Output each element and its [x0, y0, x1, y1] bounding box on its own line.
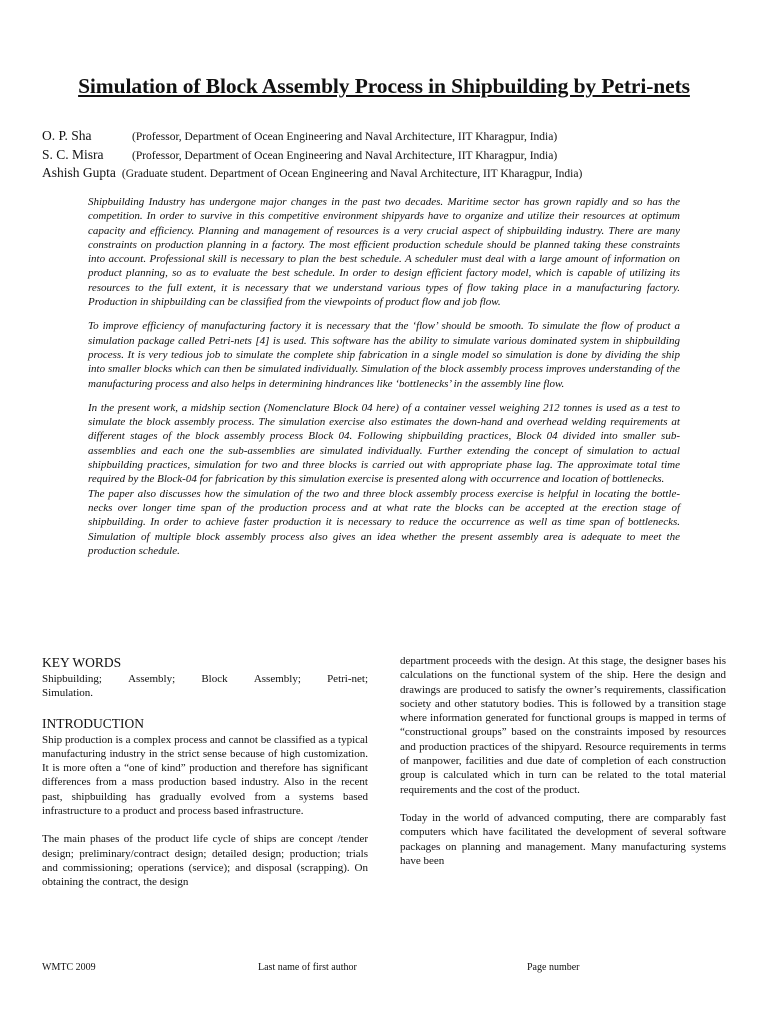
author-name: Ashish Gupta: [42, 165, 116, 180]
introduction-paragraph: department proceeds with the design. At this stage, the designer bases his calculations on the functional system of the ship. Here the design and drawings are produced to satisfy the owner’s requirements, classification society and other statutory bodies. This is followed by a transition stage where information generated for functional groups is mapped in terms of “constructional groups” based on the constraints imposed by resources and production practices of the shipyard. Resource requirements in terms of manpower, facilities and due date of completion of each construction group is calculated which in turn can be related to the total material requirements and the cost of the product.: [400, 655, 726, 796]
keyword: Petri-net;: [327, 673, 368, 685]
abstract-paragraph: In the present work, a midship section (Nomenclature Block 04 here) of a container vessel weighing 212 tonnes is used as a test to simulate the block assembly process. The simulation exercise also estimates the down-hand and overhead welding requirements at different stages of the block assembly process Block 04. Following shipbuilding practices, Block 04 divided into smaller sub-assemblies and each one the sub-assemblies are simulated individually. Further extending the concept of simulation to actual shipbuilding practices, simulation for two and three blocks is carried out with appropriate phase lag. The approximate total time required by the Block-04 for fabrication by this simulation exercise is presented along with occurrence and location of bottlenecks.: [88, 401, 680, 486]
author-row: [42, 146, 742, 165]
author-affiliation: (Graduate student. Department of Ocean Engineering and Naval Architecture, IIT Kharagpur, India): [121, 168, 583, 180]
keyword: Block: [201, 673, 228, 685]
abstract-paragraph: To improve efficiency of manufacturing factory it is necessary that the ‘flow’ should be smooth. To simulate the flow of product a simulation package called Petri-nets [4] is used. This software has the ability to simulate various dominated system in shipbuilding process. It is very tedious job to simulate the complete ship fabrication in a single model so simulation is done by dividing the ship into smaller blocks which can then be simulated individually. Simulation of the block assembly process improves understanding of the manufacturing process and also helps in determining hindrances like ‘bottlenecks’ in the assembly line flow.: [88, 320, 680, 390]
keyword: Shipbuilding;: [42, 673, 102, 685]
author-row: [42, 127, 742, 146]
author-affiliation: (Professor, Department of Ocean Engineering and Naval Architecture, IIT Kharagpur, India): [132, 149, 558, 162]
abstract: [88, 195, 680, 568]
introduction-heading: INTRODUCTION: [42, 715, 144, 731]
abstract-paragraph: The paper also discusses how the simulation of the two and three block assembly process exercise is helpful in locating the bottle-necks over longer time span of the production process and at what rate the blocks can be accepted at the erection stage of shipbuilding. In order to achieve faster production it is necessary to reduce the occurrence as well as time span of bottlenecks. Simulation of multiple block assembly process also gives an idea whether the present assembly area is adequate to meet the production schedule.: [88, 487, 680, 557]
right-column: [400, 654, 726, 868]
keywords-list: [42, 672, 368, 686]
author-list: [42, 127, 742, 183]
keyword: Simulation.: [42, 687, 94, 700]
author-row: [42, 164, 742, 183]
introduction-paragraph: Ship production is a complex process and cannot be classified as a typical manufacturing industry in the strict sense because of high customization. It is more often a “one of kind” production and therefore has significant differences from a mass production based industry. Also in the recent past, shipbuilding has gradually evolved from a systems based infrastructure to a product and process based infrastructure.: [42, 733, 368, 818]
footer-conference: WMTC 2009: [42, 962, 96, 973]
footer-author: Last name of first author: [258, 962, 357, 973]
paper-title: Simulation of Block Assembly Process in Shipbuilding by Petri-nets: [78, 74, 690, 98]
author-affiliation: (Professor, Department of Ocean Engineering and Naval Architecture, IIT Kharagpur, India): [132, 131, 558, 143]
keyword: Assembly;: [253, 673, 301, 685]
keywords-heading: KEY WORDS: [42, 655, 122, 670]
left-column: [42, 654, 368, 890]
introduction-paragraph: The main phases of the product life cycle of ships are concept /tender design; preliminary/contract design; detailed design; production; trials and commissioning; operations (service); and disposal (scrapping). On obtaining the contract, the design: [42, 833, 368, 889]
introduction-paragraph: Today in the world of advanced computing, there are comparably fast computers which have facilitated the development of several software packages on planning and management. Many manufacturing systems have been: [400, 811, 726, 867]
abstract-paragraph: Shipbuilding Industry has undergone major changes in the past two decades. Maritime sector has grown rapidly and so has the competition. In order to survive in this competitive environment shipyards have to organize and utilize their resources at optimum capacity and efficiency. Planning and management of resources is a very crucial aspect of shipbuilding industry. There are many constraints on production planning in a factory. The most efficient production schedule should be planned taking these constraints into account. Professional skill is necessary to plan the best schedule. A scheduler must deal with a large amount of information on product planning, so as to evaluate the best schedule. In order to design efficient factory model, which is capable of utilizing its resources to the full extent, it is necessary that we understand various types of flow taking place in a manufacturing factory. Production in shipbuilding can be classified from the viewpoints of product flow and job flow.: [88, 196, 680, 309]
author-name: S. C. Misra: [42, 146, 104, 162]
keyword: Assembly;: [128, 673, 176, 685]
author-name: O. P. Sha: [42, 128, 92, 143]
footer-page-number: Page number: [527, 962, 580, 973]
